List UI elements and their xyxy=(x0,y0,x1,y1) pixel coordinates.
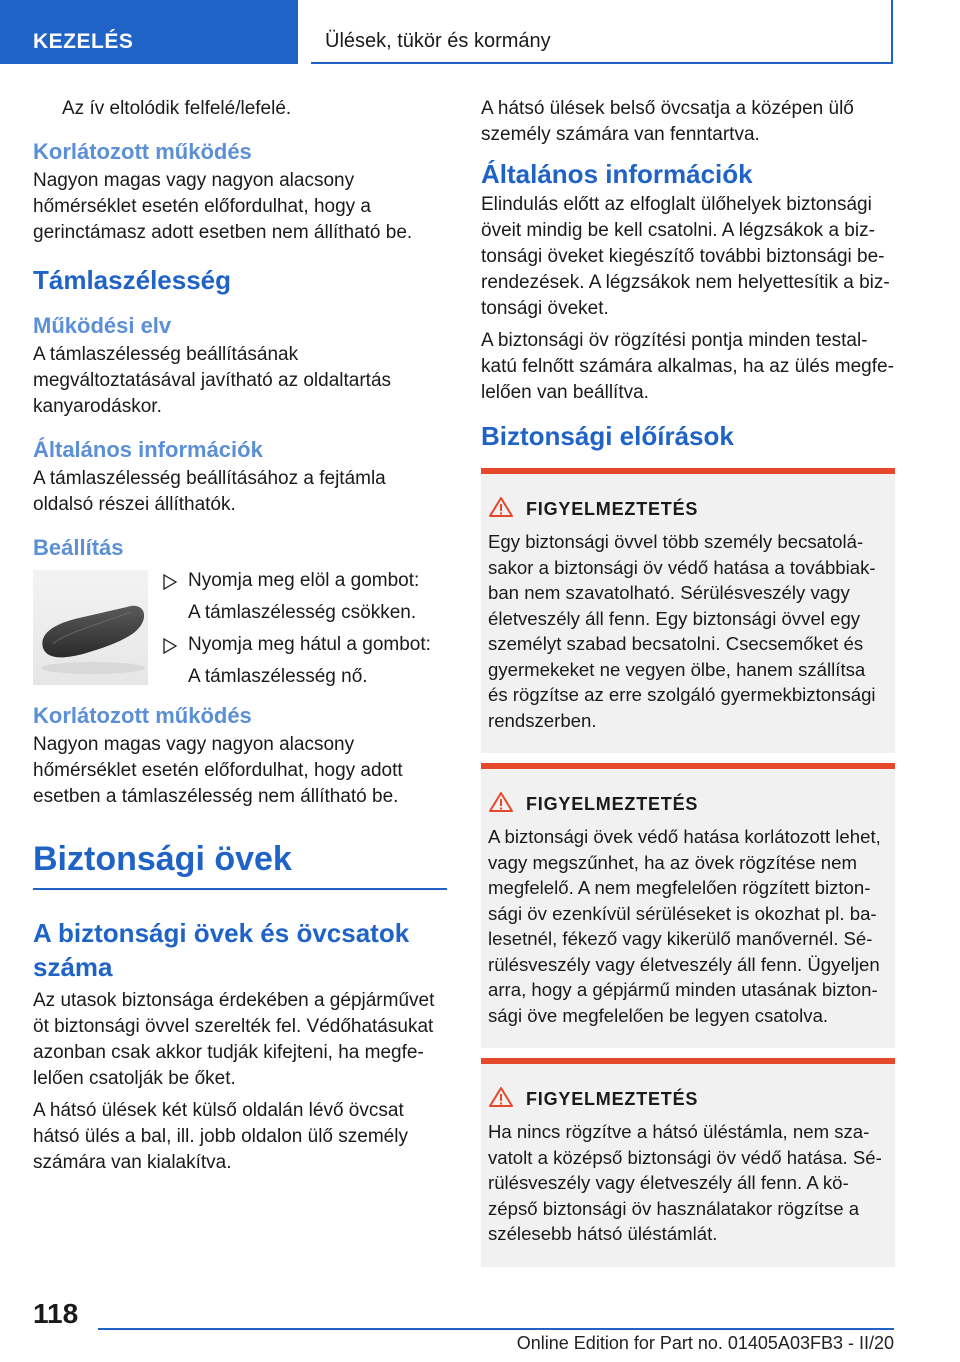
warning-box xyxy=(481,1058,895,1267)
general-info-text-1: Elindulás előtt az elfoglalt ülőhelyek biztonsági öveit mindig be kell csatolni. A légzsákok a biztonsági öveket kiegészítő további biztonsági berendezések. A légzsákok nem helyettesítik a biztonsági öveket. xyxy=(481,194,890,319)
warning-header xyxy=(488,791,887,818)
chapter-header xyxy=(311,0,893,64)
general-info-text: A támlaszélesség beállításához a fejtámla oldalsó részei állíthatók. xyxy=(33,468,386,515)
step-text: Nyomja meg hátul a gombot: xyxy=(188,634,431,655)
warning-text: Ha nincs rögzítve a hátsó üléstámla, nem szavatolt a középső biztonsági öv védő hatása. Sérülésveszély vagy életveszély áll fenn. A középső biztonsági öv használatakor rögzítse a szélesebb hátsó üléstámlát. xyxy=(488,1121,882,1244)
adjustment-steps xyxy=(161,568,451,696)
step-item xyxy=(161,632,451,658)
warning-header xyxy=(488,1086,887,1113)
step-triangle-icon xyxy=(163,572,177,598)
section-title: KEZELÉS xyxy=(33,30,134,53)
warning-title: FIGYELMEZTETÉS xyxy=(526,499,699,519)
step-triangle-icon xyxy=(163,636,177,662)
general-info-heading-right: Általános információk xyxy=(481,159,753,189)
left-column xyxy=(33,96,447,1182)
warning-title: FIGYELMEZTETÉS xyxy=(526,1089,699,1109)
chapter-title: Ülések, tükör és kormány xyxy=(325,30,551,52)
limited-function-text-2: Nagyon magas vagy nagyon alacsony hőmérséklet esetén előfordulhat, hogy adott esetben a támlaszélesség nem állítható be. xyxy=(33,734,403,807)
warning-triangle-icon xyxy=(488,496,514,523)
limited-function-heading-2: Korlátozott működés xyxy=(33,703,252,728)
step-text: Nyomja meg elöl a gombot: xyxy=(188,570,420,591)
step-result: A támlaszélesség nő. xyxy=(188,666,368,687)
seat-belts-title: Biztonsági övek xyxy=(33,836,447,890)
step-item xyxy=(161,568,451,594)
limited-function-text: Nagyon magas vagy nagyon alacsony hőmérséklet esetén előfordulhat, hogy a gerinctámasz adott esetben nem állítható be. xyxy=(33,170,413,243)
step-result: A támlaszélesség csökken. xyxy=(188,602,417,623)
adjustment-block xyxy=(33,568,447,686)
limited-function-heading: Korlátozott működés xyxy=(33,139,252,164)
adjustment-heading: Beállítás xyxy=(33,535,124,560)
belt-count-heading: A biztonsági övek és övcsatok száma xyxy=(33,918,410,982)
operating-principle-text: A támlaszélesség beállításának megváltoztatásával javítható az oldaltartás kanyarodáskor. xyxy=(33,344,392,417)
backrest-width-heading: Támlaszélesség xyxy=(33,265,232,295)
warning-text: Egy biztonsági övvel több személy becsatolásakor a biztonsági öv védő hatása a továbbiakban nem szavatolható. Sérülésveszély vagy életveszély áll fenn. Egy biztonsági övvel egy személyt szabad becsatolni. Csecsemőket és gyermekeket ne vegyen ölbe, hanem szállítsa és rögzítse az erre szolgáló gyermekbiztonsági rendszerben. xyxy=(488,531,876,731)
warning-box xyxy=(481,468,895,753)
warning-header xyxy=(488,496,887,523)
backrest-button-image xyxy=(33,570,148,685)
edition-text: Online Edition for Part no. 01405A03FB3 - II/20 xyxy=(516,1333,894,1353)
center-buckle-text: A hátsó ülések belső övcsatja a középen ülő személy számára van fenntartva. xyxy=(481,98,854,145)
warning-triangle-icon xyxy=(488,791,514,818)
intro-text: Az ív eltolódik felfelé/lefelé. xyxy=(62,98,292,119)
belt-count-text-2: A hátsó ülések két külső oldalán lévő övcsat hátsó ülés a bal, ill. jobb oldalon ülő személy számára van kialakítva. xyxy=(33,1100,408,1173)
belt-count-text-1: Az utasok biztonsága érdekében a gépjárművet öt biztonsági övvel szerelték fel. Védőhatásukat azonban csak akkor tudják kifejteni, ha megfelelően csatolják be őket. xyxy=(33,990,435,1089)
warning-triangle-icon xyxy=(488,1086,514,1113)
footer-divider xyxy=(98,1328,894,1330)
general-info-heading: Általános információk xyxy=(33,437,263,462)
warning-text: A biztonsági övek védő hatása korlátozott lehet, vagy megszűnhet, ha az övek rögzítése nem megfelelő. A nem megfelelően rögzített biztonsági öv ezenkívül sérüléseket is okozhat pl. balesetnél, fékező vagy kikerülő manővernél. Sérülésveszély vagy életveszély áll fenn. Ügyeljen arra, hogy a gépjármű minden utasának biztonsági öve megfelelően be legyen csatolva. xyxy=(488,826,881,1026)
operating-principle-heading: Működési elv xyxy=(33,313,172,338)
warning-box xyxy=(481,763,895,1048)
general-info-text-2: A biztonsági öv rögzítési pontja minden testalkatú felnőtt számára alkalmas, ha az ülés megfelelően van beállítva. xyxy=(481,330,894,403)
right-column xyxy=(481,96,895,1277)
page-number: 118 xyxy=(33,1298,79,1329)
safety-heading: Biztonsági előírások xyxy=(481,421,734,451)
warning-title: FIGYELMEZTETÉS xyxy=(526,794,699,814)
section-tab xyxy=(0,0,298,64)
